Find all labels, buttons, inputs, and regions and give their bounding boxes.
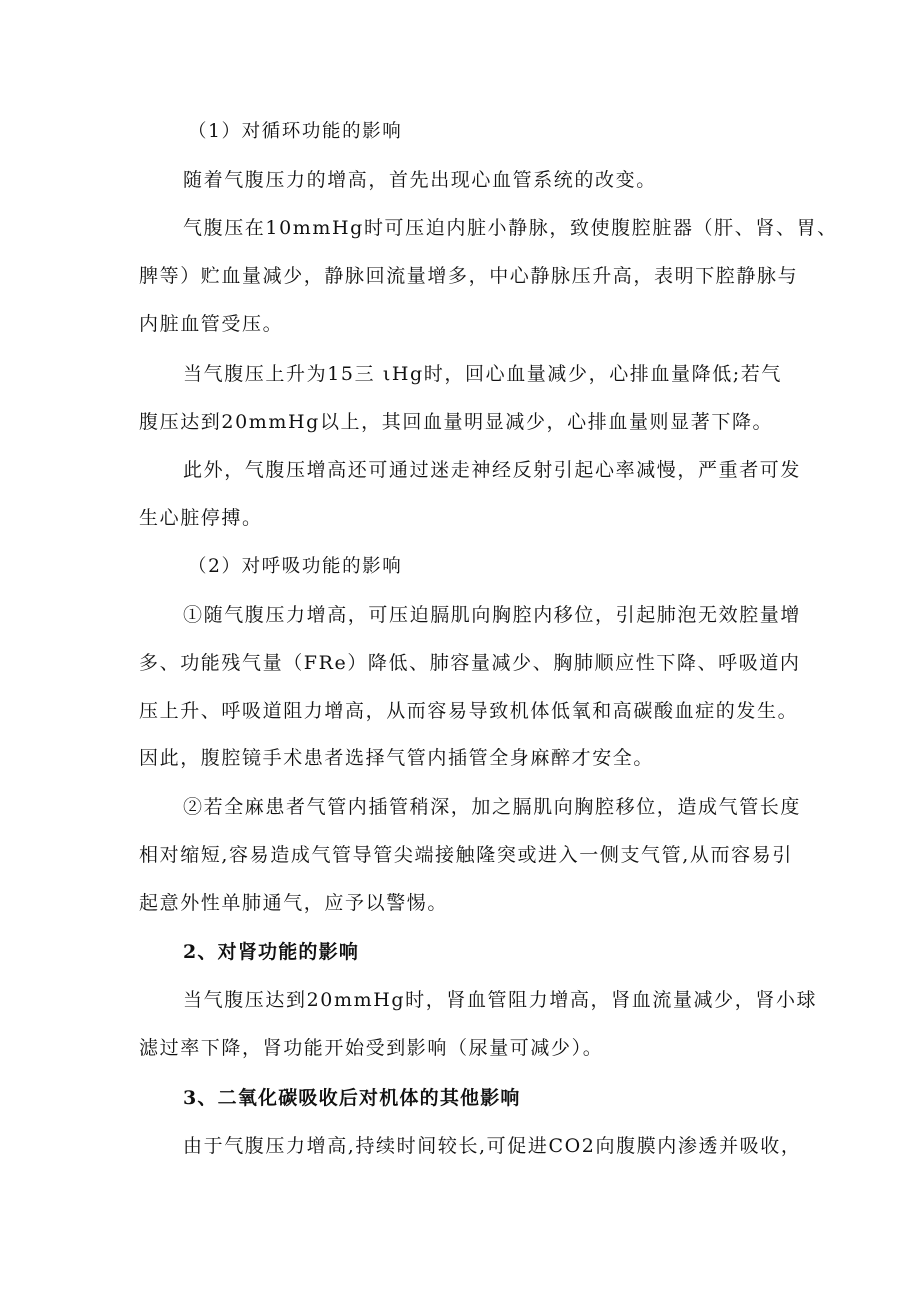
- paragraph-line: ②若全麻患者气管内插管稍深，加之膈肌向胸腔移位，造成气管长度: [183, 796, 802, 818]
- paragraph-line: 多、功能残气量（FRe）降低、肺容量减少、胸肺顺应性下降、呼吸道内: [139, 652, 801, 674]
- paragraph-line: 气腹压在10mmHg时可压迫内脏小静脉，致使腹腔脏器（肝、肾、胃、: [183, 217, 838, 239]
- section-heading-circulation: （1）对循环功能的影响: [188, 121, 403, 142]
- paragraph-line: 当气腹压上升为15三 ιHg时，回心血量减少，心排血量降低;若气: [183, 363, 783, 385]
- section-heading-respiration: （2）对呼吸功能的影响: [188, 556, 403, 577]
- paragraph-line: 滤过率下降，肾功能开始受到影响（尿量可减少）。: [139, 1037, 604, 1059]
- paragraph-line: 由于气腹压力增高,持续时间较长,可促进CO2向腹膜内渗透并吸收，: [183, 1135, 802, 1157]
- paragraph-line: 内脏血管受压。: [139, 313, 284, 335]
- paragraph-line: 因此，腹腔镜手术患者选择气管内插管全身麻醉才安全。: [139, 747, 655, 769]
- paragraph-line: 生心脏停搏。: [139, 507, 263, 529]
- paragraph-line: 压上升、呼吸道阻力增高，从而容易导致机体低氧和高碳酸血症的发生。: [139, 700, 799, 722]
- paragraph-line: 相对缩短,容易造成气管导管尖端接触隆突或进入一侧支气管,从而容易引: [139, 844, 793, 866]
- paragraph-line: 随着气腹压力的增高，首先出现心血管系统的改变。: [183, 169, 657, 191]
- paragraph-line: ①随气腹压力增高，可压迫膈肌向胸腔内移位，引起肺泡无效腔量增: [183, 604, 802, 626]
- paragraph-line: 脾等）贮血量减少，静脉回流量增多，中心静脉压升高，表明下腔静脉与: [139, 265, 799, 287]
- section-heading-kidney: 2、对肾功能的影响: [183, 941, 360, 963]
- paragraph-line: 腹压达到20mmHg以上，其回血量明显减少，心排血量则显著下降。: [139, 411, 774, 433]
- paragraph-line: 起意外性单肺通气，应予以警惕。: [139, 892, 449, 914]
- paragraph-line: 当气腹压达到20mmHg时，肾血管阻力增高，肾血流量减少，肾小球: [183, 989, 818, 1011]
- section-heading-co2: 3、二氧化碳吸收后对机体的其他影响: [183, 1087, 521, 1109]
- paragraph-line: 此外，气腹压增高还可通过迷走神经反射引起心率减慢，严重者可发: [183, 459, 802, 481]
